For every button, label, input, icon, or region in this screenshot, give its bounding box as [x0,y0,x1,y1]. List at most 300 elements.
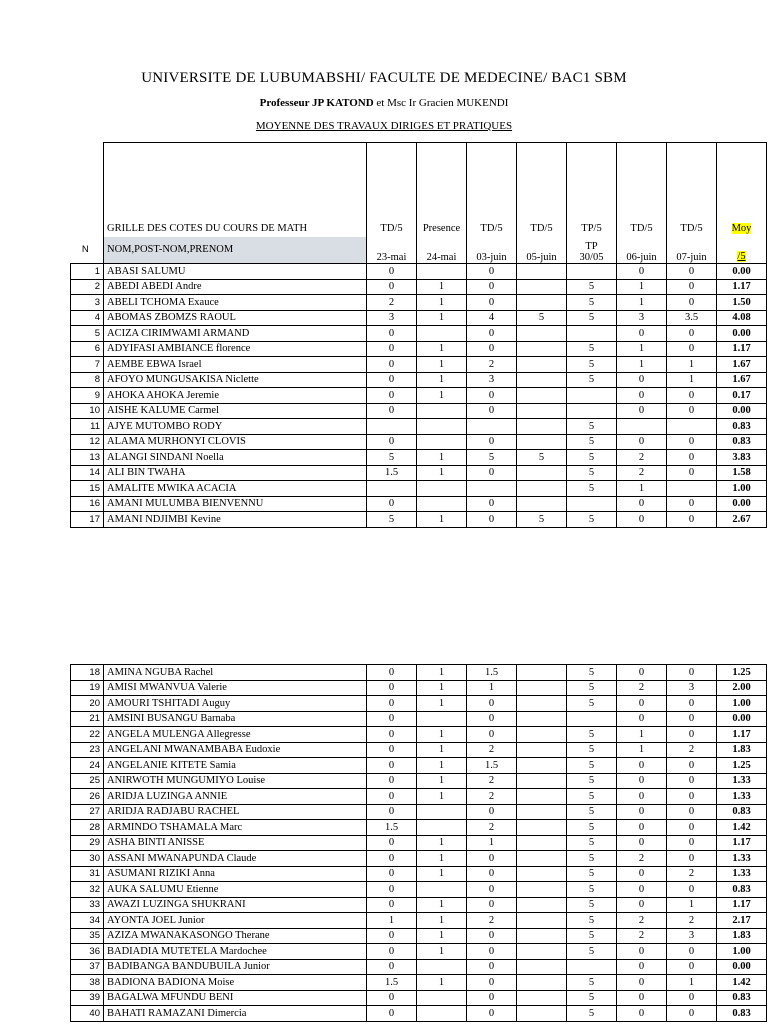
grid-label: GRILLE DES COTES DU COURS DE MATH [104,143,367,238]
row-number: 5 [71,326,104,342]
grade-cell: 0 [367,496,417,512]
document-title: UNIVERSITE DE LUBUMABSHI/ FACULTE DE MEDECINE/ BAC1 SBM [141,70,627,86]
grade-cell: 5 [517,310,567,326]
grade-cell: 0 [617,820,667,836]
grade-cell: 5 [567,742,617,758]
average-value: 1.00 [717,944,767,960]
grade-cell: 0 [617,434,667,450]
grade-cell [517,326,567,342]
grade-cell: 0 [667,835,717,851]
grade-cell: 1 [417,851,467,867]
student-name: ASHA BINTI ANISSE [104,835,367,851]
student-name: ABOMAS ZBOMZS RAOUL [104,310,367,326]
grade-cell: 0 [667,727,717,743]
student-name: ASSANI MWANAPUNDA Claude [104,851,367,867]
grade-cell [417,804,467,820]
average-value: 0.00 [717,711,767,727]
grade-cell: 1 [467,835,517,851]
grade-cell: 0 [467,866,517,882]
row-number: 30 [71,851,104,867]
student-row [71,851,767,867]
grade-cell: 5 [567,434,617,450]
grade-cell: 0 [467,326,517,342]
student-name: AMSINI BUSANGU Barnaba [104,711,367,727]
grade-cell [417,959,467,975]
grade-cell [517,372,567,388]
grade-cell [517,357,567,373]
grade-cell: 1 [417,696,467,712]
grade-cell: 5 [567,866,617,882]
grade-cell: 0 [617,959,667,975]
grade-cell: 0 [367,882,417,898]
grade-cell: 5 [567,357,617,373]
grade-cell: 0 [617,975,667,991]
row-number: 7 [71,357,104,373]
grade-cell: 0 [367,990,417,1006]
average-value: 0.17 [717,388,767,404]
grade-cell: 0 [667,804,717,820]
grade-cell: 1 [417,975,467,991]
grade-cell: 1 [467,680,517,696]
grade-cell [417,434,467,450]
grade-cell: 0 [367,944,417,960]
grade-cell: 0 [467,959,517,975]
grade-cell [467,481,517,497]
student-row [71,341,767,357]
student-row [71,696,767,712]
grade-cell: 0 [367,711,417,727]
grade-cell: 0 [667,882,717,898]
column-type-header: TD/5 [517,143,567,238]
student-name: ALI BIN TWAHA [104,465,367,481]
average-value: 0.00 [717,496,767,512]
professor-name: Professeur JP KATOND [259,97,374,109]
header-row-dates [71,237,767,264]
grade-cell: 5 [567,913,617,929]
average-value: 1.83 [717,928,767,944]
grade-cell: 1 [417,341,467,357]
student-name: ANGELANI MWANAMBABA Eudoxie [104,742,367,758]
grade-cell: 5 [517,512,567,528]
row-number: 11 [71,419,104,435]
grade-cell [517,866,567,882]
grade-cell: 3 [667,680,717,696]
grade-cell: 2 [617,928,667,944]
student-row [71,357,767,373]
row-number: 9 [71,388,104,404]
grade-cell: 0 [617,512,667,528]
grade-cell: 0 [467,696,517,712]
average-value: 1.00 [717,481,767,497]
grade-cell: 0 [667,711,717,727]
grade-cell [417,496,467,512]
grade-cell [517,944,567,960]
average-scale-label: /5 [737,250,746,262]
row-number: 14 [71,465,104,481]
grade-cell: 1 [417,310,467,326]
grade-cell [517,959,567,975]
grade-cell: 1.5 [467,665,517,681]
grade-cell: 0 [467,944,517,960]
grade-cell: 0 [367,341,417,357]
grade-cell: 0 [617,372,667,388]
grade-cell: 1 [417,295,467,311]
student-row [71,742,767,758]
grade-cell [517,1006,567,1022]
grade-cell: 1 [417,789,467,805]
student-row [71,295,767,311]
row-number: 4 [71,310,104,326]
grade-cell: 1 [617,279,667,295]
average-type-label: Moy [731,222,752,234]
grade-cell: 2 [617,450,667,466]
grade-cell: 5 [567,680,617,696]
grade-cell: 5 [567,727,617,743]
grade-cell: 0 [367,1006,417,1022]
grade-cell: 1 [667,897,717,913]
average-value: 1.00 [717,696,767,712]
grade-cell [517,789,567,805]
student-name: ANGELA MULENGA Allegresse [104,727,367,743]
grade-cell: 2 [617,851,667,867]
average-value: 1.67 [717,357,767,373]
row-number: 40 [71,1006,104,1022]
student-row [71,866,767,882]
grade-cell: 0 [667,388,717,404]
grade-cell: 5 [567,512,617,528]
student-row [71,279,767,295]
grade-cell [567,959,617,975]
student-name: ANIRWOTH MUNGUMIYO Louise [104,773,367,789]
grade-cell: 1 [417,835,467,851]
grade-cell [517,820,567,836]
grade-cell [517,496,567,512]
grade-cell: 0 [367,696,417,712]
grade-cell: 5 [567,820,617,836]
average-value: 1.67 [717,372,767,388]
grade-cell: 0 [467,465,517,481]
row-number: 31 [71,866,104,882]
grade-cell: 0 [367,727,417,743]
student-row [71,496,767,512]
grade-cell [417,264,467,280]
grade-cell: 0 [617,711,667,727]
grade-cell [567,388,617,404]
average-value: 1.17 [717,835,767,851]
grade-cell: 3 [667,928,717,944]
student-row [71,820,767,836]
grade-cell: 0 [467,975,517,991]
grade-cell: 1.5 [367,465,417,481]
grade-cell: 0 [467,882,517,898]
average-value: 0.83 [717,1006,767,1022]
grade-cell: 1 [417,357,467,373]
grade-cell: 4 [467,310,517,326]
student-name: AJYE MUTOMBO RODY [104,419,367,435]
grade-cell [417,419,467,435]
column-date-header: 05-juin [517,237,567,264]
student-name: AMALITE MWIKA ACACIA [104,481,367,497]
student-name: AMINA NGUBA Rachel [104,665,367,681]
grade-cell: 0 [367,388,417,404]
student-row [71,512,767,528]
grade-cell [417,481,467,497]
grade-cell [567,711,617,727]
average-value: 0.00 [717,264,767,280]
grade-cell: 0 [467,711,517,727]
grade-cell: 0 [667,279,717,295]
grade-cell [517,851,567,867]
grade-cell: 0 [667,450,717,466]
grade-cell [417,820,467,836]
grade-cell: 1 [417,727,467,743]
student-row [71,928,767,944]
average-value: 0.00 [717,403,767,419]
column-date-header: 23-mai [367,237,417,264]
grade-cell: 0 [467,512,517,528]
grade-cell: 2 [467,773,517,789]
average-value: 1.17 [717,341,767,357]
grade-cell [517,727,567,743]
average-value: 1.50 [717,295,767,311]
grade-cell [417,990,467,1006]
student-name: ASUMANI RIZIKI Anna [104,866,367,882]
column-date-header: 03-juin [467,237,517,264]
average-scale-header [717,237,767,264]
grade-cell [517,758,567,774]
row-number: 22 [71,727,104,743]
grade-cell: 0 [367,434,417,450]
student-row [71,758,767,774]
grade-cell: 0 [367,897,417,913]
grade-cell: 3.5 [667,310,717,326]
average-value: 0.83 [717,804,767,820]
grade-cell [517,696,567,712]
grade-cell: 0 [617,835,667,851]
grade-cell: 1 [617,742,667,758]
grade-cell [417,882,467,898]
grade-cell: 1 [417,372,467,388]
average-value: 0.83 [717,990,767,1006]
student-row [71,372,767,388]
grade-cell [367,481,417,497]
grade-cell: 2 [617,680,667,696]
grade-cell: 1 [617,357,667,373]
grade-cell: 0 [617,1006,667,1022]
grade-cell [517,341,567,357]
average-value: 1.42 [717,975,767,991]
grade-cell [517,665,567,681]
grade-cell: 1 [417,944,467,960]
grade-cell: 0 [617,897,667,913]
grade-cell: 0 [667,944,717,960]
grade-cell: 1 [417,388,467,404]
grade-cell: 0 [467,279,517,295]
grade-cell [417,403,467,419]
average-value: 2.17 [717,913,767,929]
row-number: 21 [71,711,104,727]
grade-cell: 3 [467,372,517,388]
grade-cell: 1.5 [367,820,417,836]
row-number: 34 [71,913,104,929]
student-row [71,403,767,419]
grade-cell: 0 [617,403,667,419]
grade-cell: 0 [367,357,417,373]
grade-cell: 0 [467,1006,517,1022]
grade-cell: 5 [567,450,617,466]
grade-cell: 0 [667,1006,717,1022]
student-row [71,835,767,851]
grade-cell: 0 [667,758,717,774]
grade-cell: 5 [567,372,617,388]
row-number: 33 [71,897,104,913]
student-name: BADIADIA MUTETELA Mardochee [104,944,367,960]
grade-cell [517,481,567,497]
grade-cell: 2 [617,465,667,481]
student-name: AFOYO MUNGUSAKISA Niclette [104,372,367,388]
grade-cell: 2 [467,357,517,373]
grade-cell: 5 [567,696,617,712]
student-name: ANGELANIE KITETE Samia [104,758,367,774]
student-name: AMISI MWANVUA Valerie [104,680,367,696]
grade-cell [517,295,567,311]
average-value: 1.33 [717,866,767,882]
grade-cell [517,928,567,944]
student-name: ADYIFASI AMBIANCE florence [104,341,367,357]
grade-cell: 5 [567,990,617,1006]
row-number: 35 [71,928,104,944]
student-row [71,773,767,789]
grade-cell: 5 [367,512,417,528]
grade-cell: 2 [667,742,717,758]
grade-cell: 0 [617,990,667,1006]
grade-cell [517,403,567,419]
grade-cell [517,804,567,820]
average-value: 1.17 [717,279,767,295]
grade-cell: 2 [467,913,517,929]
grade-cell: 0 [667,295,717,311]
grade-cell: 0 [467,403,517,419]
grade-cell [567,403,617,419]
grade-cell: 0 [467,434,517,450]
grade-cell: 0 [367,773,417,789]
student-row [71,310,767,326]
student-name: AZIZA MWANAKASONGO Therane [104,928,367,944]
row-number: 19 [71,680,104,696]
grade-cell: 0 [367,279,417,295]
grade-cell: 0 [367,804,417,820]
student-name: BADIBANGA BANDUBUILA Junior [104,959,367,975]
n-label: N [81,244,89,256]
grade-cell: 0 [367,326,417,342]
grade-cell: 2 [667,913,717,929]
student-name: ARMINDO TSHAMALA Marc [104,820,367,836]
average-value: 4.08 [717,310,767,326]
student-row [71,990,767,1006]
row-number: 13 [71,450,104,466]
student-name: BADIONA BADIONA Moise [104,975,367,991]
grade-cell: 0 [467,897,517,913]
grade-cell: 2 [467,789,517,805]
row-number: 20 [71,696,104,712]
grade-cell: 5 [567,851,617,867]
grade-cell: 0 [667,341,717,357]
row-number: 10 [71,403,104,419]
student-name: AMOURI TSHITADI Auguy [104,696,367,712]
student-name: AISHE KALUME Carmel [104,403,367,419]
grade-cell [517,835,567,851]
row-number: 38 [71,975,104,991]
grade-cell [517,680,567,696]
grade-cell: 1 [417,866,467,882]
grade-cell: 0 [367,372,417,388]
column-type-header: TD/5 [367,143,417,238]
student-row [71,882,767,898]
average-value: 1.33 [717,851,767,867]
student-row [71,727,767,743]
grade-cell [517,279,567,295]
row-number: 18 [71,665,104,681]
name-column-label: NOM,POST-NOM,PRENOM [104,237,367,264]
student-row [71,975,767,991]
grade-cell [517,264,567,280]
grade-cell: 0 [667,264,717,280]
grade-cell [517,388,567,404]
row-number: 36 [71,944,104,960]
student-name: BAGALWA MFUNDU BENI [104,990,367,1006]
grade-cell: 0 [367,680,417,696]
grade-cell: 0 [367,264,417,280]
average-value: 1.33 [717,789,767,805]
grade-cell: 0 [617,789,667,805]
grade-cell: 0 [667,851,717,867]
grade-cell: 1 [617,295,667,311]
grade-cell: 5 [567,465,617,481]
student-row [71,264,767,280]
row-number: 26 [71,789,104,805]
grade-cell: 1 [417,928,467,944]
grade-cell: 5 [567,310,617,326]
grade-cell: 0 [617,264,667,280]
student-name: AEMBE EBWA Israel [104,357,367,373]
row-number: 17 [71,512,104,528]
column-type-header: TD/5 [667,143,717,238]
grade-cell: 5 [567,419,617,435]
student-name: AHOKA AHOKA Jeremie [104,388,367,404]
grade-cell [517,419,567,435]
grade-cell: 1 [417,913,467,929]
student-name: AUKA SALUMU Etienne [104,882,367,898]
grade-cell [517,742,567,758]
grade-cell: 0 [467,804,517,820]
average-value: 1.33 [717,773,767,789]
grade-cell: 5 [567,665,617,681]
column-date-header: 06-juin [617,237,667,264]
grade-cell: 1 [417,897,467,913]
document-subtitle: MOYENNE DES TRAVAUX DIRIGES ET PRATIQUES [255,120,513,132]
grade-cell [367,419,417,435]
grade-cell: 0 [467,851,517,867]
grade-cell [617,419,667,435]
grade-cell: 0 [467,264,517,280]
grade-cell [517,434,567,450]
average-value: 1.83 [717,742,767,758]
grade-cell: 1 [417,512,467,528]
grade-cell: 2 [367,295,417,311]
student-row [71,789,767,805]
grade-cell: 0 [667,789,717,805]
professor-line [0,97,768,109]
